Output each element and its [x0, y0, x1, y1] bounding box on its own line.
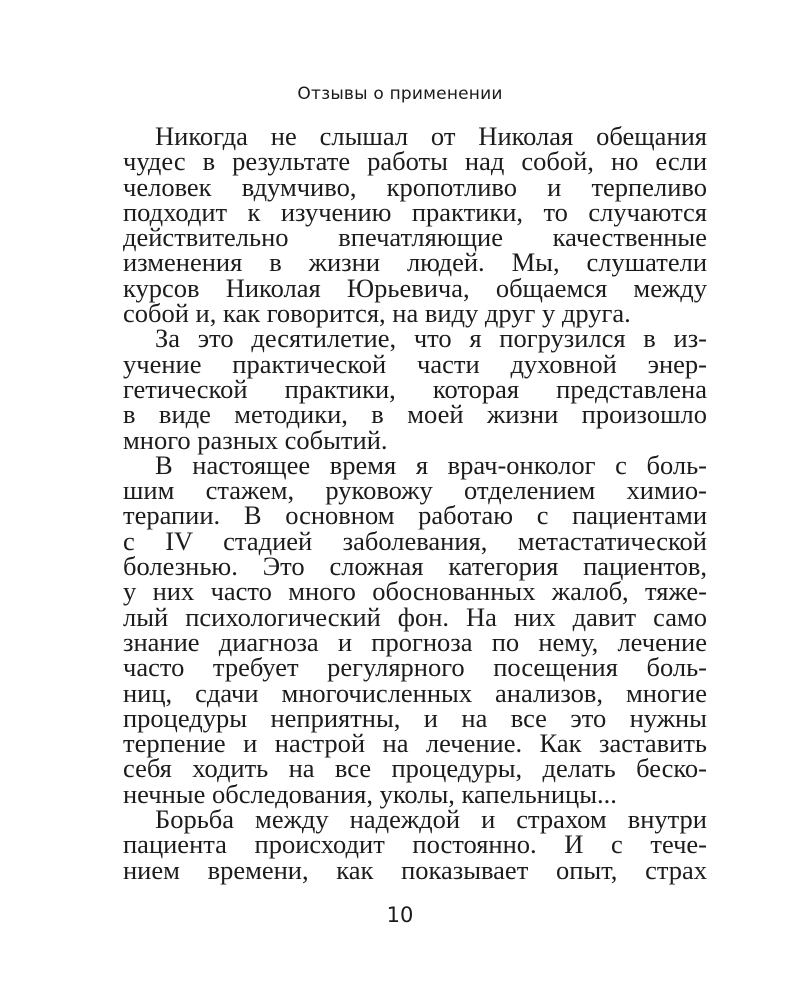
text-line: у них часто много обоснованных жалоб, тяже-: [123, 576, 707, 607]
text-line: курсов Николая Юрьевича, общаемся между: [123, 272, 707, 303]
text-line: За это десятилетие, что я погрузился в из-: [155, 323, 707, 354]
text-line: болезнью. Это сложная категория пациентов,: [123, 551, 707, 582]
text-line: ниц, сдачи многочисленных анализов, многие: [123, 677, 707, 708]
text-line: нечные обследования, уколы, капельницы...: [123, 778, 617, 809]
text-line: пациента происходит постоянно. И с тече-: [123, 829, 707, 860]
text-line: гетической практики, которая представлена: [123, 373, 707, 404]
page-number: 10: [386, 903, 414, 927]
text-line: себя ходить на все процедуры, делать беско-: [123, 753, 707, 784]
text-line: Борьба между надеждой и страхом внутри: [155, 804, 707, 835]
text-line: процедуры неприятны, и на все это нужны: [123, 702, 707, 733]
text-line: терпение и настрой на лечение. Как заставить: [123, 728, 707, 759]
text-line: лый психологический фон. На них давит само: [123, 601, 707, 632]
running-header: Отзывы о применении: [297, 84, 503, 104]
text-line: знание диагноза и прогноза по нему, лечение: [123, 626, 707, 657]
text-line: терапии. В основном работаю с пациентами: [123, 500, 707, 531]
text-line: подходит к изучению практики, то случаются: [123, 196, 707, 227]
text-line: учение практической части духовной энер-: [123, 348, 707, 379]
text-line: чудес в результате работы над собой, но если: [123, 146, 707, 177]
text-line: много разных событий.: [123, 424, 388, 455]
text-line: В настоящее время я врач-онколог с боль-: [155, 449, 707, 480]
text-line: человек вдумчиво, кропотливо и терпеливо: [123, 171, 707, 202]
text-line: нием времени, как показывает опыт, страх: [123, 854, 707, 885]
text-line: изменения в жизни людей. Мы, слушатели: [123, 247, 707, 278]
text-line: часто требует регулярного посещения боль-: [123, 652, 707, 683]
text-line: собой и, как говорится, на виду друг у друга.: [123, 298, 631, 329]
text-line: шим стажем, руковожу отделением химио-: [123, 475, 707, 506]
text-line: в виде методики, в моей жизни произошло: [123, 399, 707, 430]
body-text: [123, 121, 707, 885]
text-line: Никогда не слышал от Николая обещания: [155, 121, 707, 151]
text-line: действительно впечатляющие качественные: [123, 222, 707, 253]
text-line: с IV стадией заболевания, метастатической: [123, 525, 707, 556]
